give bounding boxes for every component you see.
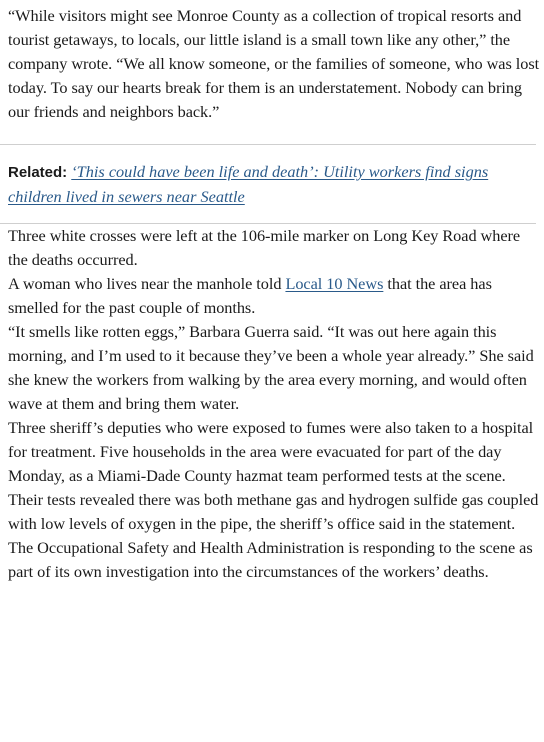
related-article-link[interactable]: ‘This could have been life and death’: Utility workers find signs children lived in sewers near Seattle bbox=[8, 162, 489, 206]
paragraph-local-news-text-after: that the area has smelled for the past couple of months. bbox=[8, 274, 492, 317]
paragraph-guerra-quote: “It smells like rotten eggs,” Barbara Guerra said. “It was out here again this morning, and I’m used to it because they’ve been a whole year already.” She said she knew the workers from walking by the area every morning, and would often wave at them and bring them water. bbox=[8, 322, 534, 413]
paragraph-company-statement: “While visitors might see Monroe County as a collection of tropical resorts and tourist getaways, to locals, our little island is a small town like any other,” the company wrote. “We all know someone, or the families of someone, who was lost today. To say our hearts break for them is an understatement. Nobody can bring our friends and neighbors back.” bbox=[8, 6, 540, 121]
related-article bbox=[8, 145, 540, 223]
paragraph-osha: The Occupational Safety and Health Administration is responding to the scene as part of its own investigation into the circumstances of the workers’ deaths. bbox=[8, 538, 533, 581]
related-label: Related: bbox=[8, 164, 68, 181]
local-10-news-link[interactable]: Local 10 News bbox=[285, 274, 384, 293]
paragraph-local-news-text-before: A woman who lives near the manhole told bbox=[8, 274, 286, 293]
paragraph-local-news bbox=[8, 272, 540, 320]
paragraph-deputies: Three sheriff’s deputies who were exposed to fumes were also taken to a hospital for treatment. Five households in the area were evacuated for part of the day Monday, as a Miami-Dade County hazmat team performed tests at the scene. Their tests revealed there was both methane gas and hydrogen sulfide gas coupled with low levels of oxygen in the pipe, the sheriff’s office said in the statement. bbox=[8, 418, 539, 533]
paragraph-crosses: Three white crosses were left at the 106-mile marker on Long Key Road where the deaths occurred. bbox=[8, 226, 521, 269]
